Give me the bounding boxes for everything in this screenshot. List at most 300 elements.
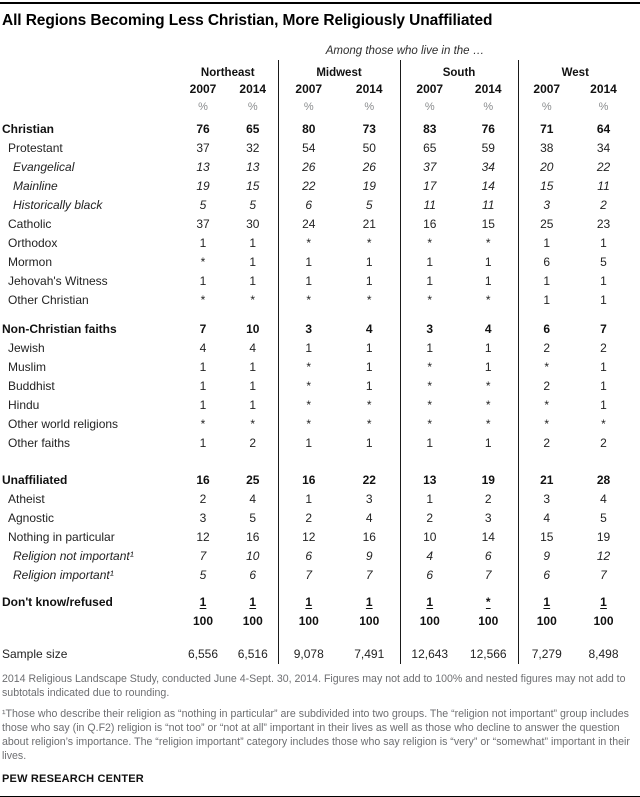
- data-cell: 11: [482, 197, 495, 212]
- spacer-cell: [339, 452, 400, 470]
- data-cell: 12: [278, 527, 339, 546]
- data-cell: 22: [596, 159, 611, 174]
- data-cell: 14: [481, 178, 495, 193]
- data-cell: 1: [600, 397, 607, 412]
- data-cell: 25: [246, 472, 260, 487]
- data-cell: 14: [481, 529, 495, 544]
- data-cell: 6: [400, 565, 459, 584]
- data-cell: 21: [362, 216, 376, 231]
- data-cell: *: [518, 357, 575, 376]
- data-cell: 5: [365, 197, 373, 212]
- data-cell: 34: [481, 159, 495, 174]
- data-cell: 16: [362, 529, 376, 544]
- data-cell: 1: [278, 338, 339, 357]
- report-figure: [0, 2, 640, 797]
- section-spacer-row: [0, 309, 632, 319]
- data-cell: 7,491: [354, 647, 385, 661]
- percent-symbol: %: [400, 98, 459, 119]
- row-label: Evangelical: [13, 159, 75, 174]
- data-cell: 5: [249, 510, 257, 525]
- spacer-cell: [459, 584, 518, 592]
- data-cell: 59: [481, 140, 495, 155]
- data-cell: 7: [365, 567, 373, 582]
- data-cell: *: [278, 395, 339, 414]
- percent-symbol: %: [247, 101, 258, 113]
- row-label: Sample size: [2, 647, 68, 661]
- data-cell: 15: [518, 176, 575, 195]
- data-cell: 100: [192, 613, 214, 628]
- data-cell: 100: [400, 611, 459, 630]
- data-cell: 50: [362, 140, 376, 155]
- data-cell: 6: [518, 565, 575, 584]
- data-cell: 1: [365, 435, 373, 450]
- data-cell: 1: [199, 397, 207, 412]
- data-cell: *: [518, 395, 575, 414]
- underlined-value: *: [485, 594, 491, 609]
- table-row: [0, 546, 632, 565]
- percent-symbol: %: [364, 101, 375, 113]
- row-label: Unaffiliated: [2, 472, 68, 487]
- data-cell: 4: [365, 510, 373, 525]
- data-cell: 1: [600, 359, 607, 374]
- year-header: 2007: [189, 81, 217, 96]
- row-label: Other world religions: [8, 416, 119, 431]
- data-cell: 4: [199, 340, 207, 355]
- table-row: [0, 119, 632, 138]
- data-cell: 38: [518, 138, 575, 157]
- data-cell: 23: [596, 216, 611, 231]
- data-cell: *: [400, 395, 459, 414]
- row-label: Non-Christian faiths: [2, 321, 117, 336]
- table-row: [0, 271, 632, 290]
- data-cell: *: [485, 397, 491, 412]
- data-cell: 19: [596, 529, 611, 544]
- table-row: [0, 319, 632, 338]
- data-cell: [518, 592, 575, 611]
- data-cell: *: [485, 416, 491, 431]
- table-row: [0, 527, 632, 546]
- data-cell: 12,566: [469, 647, 507, 661]
- data-cell: 2: [518, 338, 575, 357]
- region-header-northeast: Northeast: [200, 67, 255, 79]
- data-cell: 26: [278, 157, 339, 176]
- table-row: [0, 176, 632, 195]
- data-cell: 7: [600, 321, 607, 336]
- data-cell: 2: [600, 340, 607, 355]
- underlined-value: 1: [426, 594, 434, 609]
- data-cell: 30: [246, 216, 260, 231]
- table-row: [0, 157, 632, 176]
- spacer-cell: [518, 452, 575, 470]
- footnote-text: ¹Those who describe their religion as “nothing in particular” are subdivided into two groups. The “religion not important” group includes those who say (in Q.F2) religion is “not too” or “not at all” important in their lives as well as those who decline to answer the question about religion’s importance. The “religion important” category includes those who say religion is “very” or “somewhat” important in their lives.: [2, 707, 630, 762]
- data-cell: 1: [278, 252, 339, 271]
- data-cell: *: [485, 292, 491, 307]
- data-cell: 100: [242, 613, 263, 628]
- data-cell: 12: [596, 548, 611, 563]
- row-label: Jewish: [8, 340, 45, 355]
- data-cell: 65: [246, 121, 260, 136]
- table-row: [0, 395, 632, 414]
- data-cell: *: [200, 416, 206, 431]
- data-cell: 3: [484, 510, 492, 525]
- row-label: Nothing in particular: [8, 529, 115, 544]
- data-cell: 76: [481, 121, 495, 136]
- row-label: Religion important¹: [13, 567, 114, 582]
- region-header-south: South: [400, 60, 518, 79]
- data-cell: [339, 592, 400, 611]
- data-cell: 3: [365, 491, 373, 506]
- data-cell: 4: [518, 508, 575, 527]
- underlined-value: 1: [365, 594, 373, 609]
- data-cell: 13: [246, 159, 260, 174]
- data-cell: *: [485, 235, 491, 250]
- region-header-midwest: Midwest: [278, 60, 400, 79]
- data-cell: 6: [278, 195, 339, 214]
- spacer-cell: [278, 309, 339, 319]
- branding: PEW RESEARCH CENTER: [2, 772, 144, 785]
- data-cell: 1: [365, 378, 373, 393]
- spacer-cell: [575, 309, 632, 319]
- data-cell: 34: [596, 140, 611, 155]
- data-cell: 100: [278, 611, 339, 630]
- row-label: [0, 611, 178, 630]
- data-cell: [178, 592, 228, 611]
- data-cell: *: [200, 254, 206, 269]
- table-row: [0, 508, 632, 527]
- table-row: [0, 636, 632, 664]
- data-cell: 6: [278, 546, 339, 565]
- row-label: Catholic: [8, 216, 52, 231]
- table-row: [0, 214, 632, 233]
- figure-subtitle: Among those who live in the …: [325, 45, 485, 57]
- data-cell: 32: [246, 140, 260, 155]
- data-cell: 2: [518, 376, 575, 395]
- data-cell: 5: [199, 197, 207, 212]
- data-cell: 1: [600, 378, 607, 393]
- data-cell: 12,643: [400, 636, 459, 664]
- year-header: 2014: [355, 81, 383, 96]
- row-label: Other Christian: [8, 292, 89, 307]
- data-cell: 26: [362, 159, 376, 174]
- data-cell: 3: [518, 489, 575, 508]
- row-label: Mainline: [13, 178, 58, 193]
- data-cell: 1: [484, 340, 492, 355]
- row-label: Other faiths: [8, 435, 71, 450]
- data-cell: 73: [362, 121, 376, 136]
- data-cell: 9: [365, 548, 373, 563]
- data-cell: *: [485, 378, 491, 393]
- data-cell: 9: [518, 546, 575, 565]
- data-cell: 7: [199, 548, 207, 563]
- percent-symbol: %: [598, 101, 609, 113]
- data-cell: 16: [400, 214, 459, 233]
- data-cell: 1: [278, 271, 339, 290]
- data-cell: *: [250, 416, 256, 431]
- data-cell: *: [278, 290, 339, 309]
- data-cell: 64: [596, 121, 611, 136]
- data-cell: 1: [278, 433, 339, 452]
- data-cell: 5: [199, 567, 207, 582]
- data-cell: 100: [518, 611, 575, 630]
- percent-symbol: %: [483, 101, 494, 113]
- row-label: Muslim: [8, 359, 46, 374]
- data-cell: 80: [278, 119, 339, 138]
- data-cell: 1: [400, 489, 459, 508]
- header-corner-cell: [0, 79, 178, 98]
- header-year-row: [0, 79, 632, 98]
- data-cell: 2: [278, 508, 339, 527]
- row-label: Buddhist: [8, 378, 55, 393]
- source-note: 2014 Religious Landscape Study, conducted June 4-Sept. 30, 2014. Figures may not add to 100% and nested figures may not add to subtotals indicated due to rounding.: [2, 673, 626, 699]
- spacer-cell: [339, 584, 400, 592]
- header-corner-cell: [0, 98, 178, 119]
- data-cell: 2: [600, 197, 607, 212]
- data-cell: 15: [246, 178, 260, 193]
- spacer-cell: [400, 452, 459, 470]
- data-cell: 2: [600, 435, 607, 450]
- year-header: 2014: [239, 81, 267, 96]
- data-cell: 1: [199, 359, 207, 374]
- row-label: Religion not important¹: [13, 548, 134, 563]
- region-header-west: West: [518, 60, 632, 79]
- data-cell: 4: [600, 491, 607, 506]
- data-cell: 100: [593, 613, 614, 628]
- data-cell: 100: [359, 613, 380, 628]
- data-cell: 1: [484, 435, 492, 450]
- data-cell: 2: [518, 433, 575, 452]
- data-cell: 1: [484, 254, 492, 269]
- underlined-value: 1: [543, 594, 551, 609]
- data-cell: *: [250, 292, 256, 307]
- data-cell: 37: [196, 216, 210, 231]
- data-cell: 1: [518, 233, 575, 252]
- table-row: [0, 195, 632, 214]
- spacer-cell: [278, 584, 339, 592]
- data-cell: 16: [278, 470, 339, 489]
- data-cell: 5: [600, 510, 607, 525]
- data-cell: 1: [518, 290, 575, 309]
- figure-title: All Regions Becoming Less Christian, More Religiously Unaffiliated: [2, 12, 493, 29]
- data-cell: 1: [365, 340, 373, 355]
- data-cell: 16: [246, 529, 260, 544]
- data-cell: 1: [600, 273, 607, 288]
- table-row: [0, 592, 632, 611]
- spacer-cell: [459, 452, 518, 470]
- spacer-cell: [178, 584, 228, 592]
- data-cell: 76: [196, 121, 210, 136]
- data-cell: 11: [597, 178, 610, 193]
- data-cell: *: [518, 414, 575, 433]
- data-cell: [228, 592, 278, 611]
- row-label: Agnostic: [8, 510, 55, 525]
- data-cell: [400, 592, 459, 611]
- table-row: [0, 489, 632, 508]
- data-cell: 6: [484, 548, 492, 563]
- spacer-cell: [228, 452, 278, 470]
- data-cell: 3: [199, 510, 207, 525]
- data-cell: 4: [249, 491, 257, 506]
- data-cell: 1: [600, 292, 607, 307]
- spacer-cell: [178, 309, 228, 319]
- data-cell: 54: [278, 138, 339, 157]
- data-cell: 19: [481, 472, 495, 487]
- data-cell: 1: [484, 359, 492, 374]
- table-row: [0, 357, 632, 376]
- data-cell: 9,078: [278, 636, 339, 664]
- data-cell: 1: [400, 271, 459, 290]
- year-header: 2007: [278, 79, 339, 98]
- data-cell: 15: [481, 216, 495, 231]
- underlined-value: 1: [305, 594, 313, 609]
- data-cell: *: [278, 376, 339, 395]
- data-cell: 28: [596, 472, 611, 487]
- data-cell: 2: [484, 491, 492, 506]
- data-cell: 4: [249, 340, 257, 355]
- data-cell: 1: [365, 359, 373, 374]
- data-cell: 3: [400, 319, 459, 338]
- data-cell: [278, 592, 339, 611]
- data-cell: *: [400, 376, 459, 395]
- section-spacer-row: [0, 584, 632, 592]
- data-cell: 21: [518, 470, 575, 489]
- data-cell: 22: [362, 472, 376, 487]
- year-header: 2014: [474, 81, 502, 96]
- data-cell: [459, 592, 518, 611]
- data-cell: 7: [199, 321, 207, 336]
- year-header: 2007: [400, 79, 459, 98]
- spacer-cell: [228, 584, 278, 592]
- row-label: Don't know/refused: [2, 594, 113, 609]
- data-cell: *: [400, 414, 459, 433]
- data-cell: 17: [400, 176, 459, 195]
- percent-symbol: %: [198, 101, 208, 113]
- data-cell: 1: [518, 271, 575, 290]
- data-cell: *: [601, 416, 606, 431]
- section-spacer-row: [0, 452, 632, 470]
- data-cell: 1: [199, 378, 207, 393]
- header-region-row: [0, 60, 632, 79]
- data-cell: 10: [400, 527, 459, 546]
- data-cell: 12: [196, 529, 210, 544]
- data-cell: 7,279: [518, 636, 575, 664]
- data-cell: 71: [518, 119, 575, 138]
- underlined-value: 1: [600, 594, 607, 609]
- data-cell: 15: [518, 527, 575, 546]
- row-label: Historically black: [13, 197, 103, 212]
- table-row: [0, 376, 632, 395]
- data-cell: 7: [484, 567, 492, 582]
- spacer-cell: [178, 452, 228, 470]
- table-row: [0, 233, 632, 252]
- header-corner-cell: [0, 60, 178, 79]
- data-cell: *: [366, 416, 372, 431]
- data-cell: 3: [518, 195, 575, 214]
- data-cell: 3: [278, 319, 339, 338]
- data-cell: *: [278, 414, 339, 433]
- row-label: Mormon: [8, 254, 53, 269]
- data-cell: 2: [249, 435, 257, 450]
- spacer-cell: [575, 452, 632, 470]
- table-body: [0, 119, 632, 664]
- table-row: [0, 414, 632, 433]
- data-cell: 7: [600, 567, 607, 582]
- row-label: Protestant: [8, 140, 63, 155]
- year-header: 2014: [590, 81, 617, 96]
- religion-by-region-table: [0, 60, 632, 664]
- data-cell: 1: [400, 252, 459, 271]
- data-cell: 1: [249, 254, 257, 269]
- data-cell: *: [278, 357, 339, 376]
- spacer-cell: [0, 452, 178, 470]
- percent-symbol: %: [518, 98, 575, 119]
- data-cell: 6: [518, 319, 575, 338]
- data-cell: 5: [600, 254, 607, 269]
- row-label: Jehovah's Witness: [8, 273, 108, 288]
- year-header: 2007: [518, 79, 575, 98]
- data-cell: 2: [199, 491, 207, 506]
- underlined-value: 1: [249, 594, 257, 609]
- table-row: [0, 290, 632, 309]
- data-cell: *: [278, 233, 339, 252]
- table-row: [0, 252, 632, 271]
- data-cell: *: [200, 292, 206, 307]
- data-cell: 1: [199, 273, 207, 288]
- data-cell: 13: [196, 159, 210, 174]
- data-cell: *: [400, 290, 459, 309]
- spacer-cell: [400, 584, 459, 592]
- table-header: [0, 60, 632, 119]
- data-cell: [575, 592, 632, 611]
- spacer-cell: [278, 452, 339, 470]
- spacer-cell: [339, 309, 400, 319]
- table-row: [0, 138, 632, 157]
- data-cell: 4: [400, 546, 459, 565]
- spacer-cell: [0, 309, 178, 319]
- data-cell: 83: [400, 119, 459, 138]
- data-cell: 20: [518, 157, 575, 176]
- data-cell: 7: [278, 565, 339, 584]
- data-cell: 10: [246, 321, 260, 336]
- data-cell: 19: [362, 178, 376, 193]
- spacer-cell: [400, 309, 459, 319]
- data-cell: *: [366, 397, 372, 412]
- spacer-cell: [0, 584, 178, 592]
- table-row: [0, 433, 632, 452]
- table-row: [0, 338, 632, 357]
- data-cell: 5: [249, 197, 257, 212]
- data-cell: *: [400, 233, 459, 252]
- data-cell: 6,516: [237, 647, 268, 661]
- data-cell: 6,556: [187, 647, 219, 661]
- data-cell: 37: [400, 157, 459, 176]
- data-cell: *: [366, 235, 372, 250]
- data-cell: 37: [196, 140, 210, 155]
- data-cell: 13: [400, 470, 459, 489]
- data-cell: 1: [400, 338, 459, 357]
- row-label: Orthodox: [8, 235, 58, 250]
- data-cell: *: [366, 292, 372, 307]
- data-cell: 1: [249, 397, 257, 412]
- data-cell: 1: [365, 273, 373, 288]
- data-cell: 1: [199, 235, 207, 250]
- data-cell: 6: [518, 252, 575, 271]
- data-cell: 1: [249, 359, 257, 374]
- spacer-cell: [228, 309, 278, 319]
- data-cell: 4: [484, 321, 492, 336]
- data-cell: 25: [518, 214, 575, 233]
- data-cell: 1: [365, 254, 373, 269]
- spacer-cell: [518, 584, 575, 592]
